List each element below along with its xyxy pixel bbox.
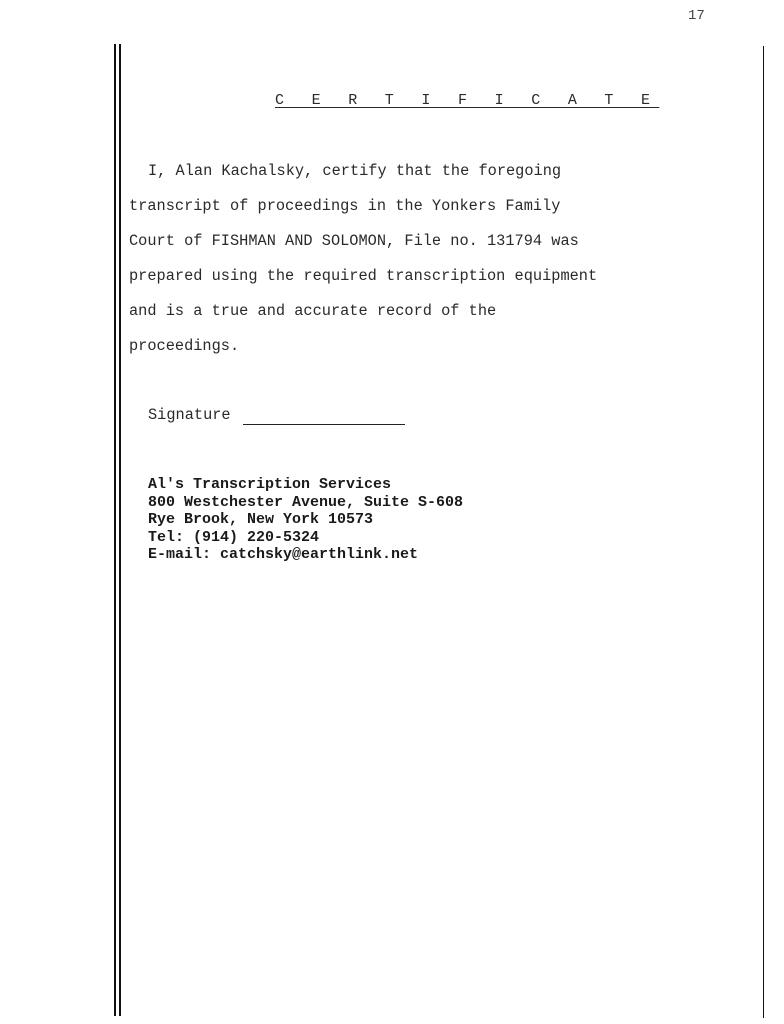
- contact-block: [148, 476, 463, 564]
- left-margin-rule-outer: [114, 44, 116, 1016]
- certification-line-5: and is a true and accurate record of the: [129, 302, 497, 320]
- page-number: 17: [688, 8, 705, 24]
- address-line-1: 800 Westchester Avenue, Suite S-608: [148, 493, 464, 511]
- address-line-2: Rye Brook, New York 10573: [148, 511, 374, 528]
- certification-line-1: I, Alan Kachalsky, certify that the foregoing: [148, 162, 562, 180]
- phone-number: Tel: (914) 220-5324: [148, 528, 320, 546]
- signature-line: [243, 424, 405, 425]
- certification-line-3: Court of FISHMAN AND SOLOMON, File no. 131794 was: [129, 232, 579, 250]
- left-margin-rule-inner: [119, 44, 121, 1016]
- company-name: Al's Transcription Services: [148, 476, 392, 493]
- right-margin-rule: [763, 46, 764, 1018]
- email-address: E-mail: catchsky@earthlink.net: [148, 546, 419, 563]
- certification-line-6: proceedings.: [129, 337, 240, 355]
- signature-label: Signature: [148, 406, 231, 424]
- certificate-title: C E R T I F I C A T E: [275, 92, 660, 109]
- certification-line-4: prepared using the required transcription equipment: [129, 267, 598, 285]
- certification-line-2: transcript of proceedings in the Yonkers Family: [129, 197, 561, 215]
